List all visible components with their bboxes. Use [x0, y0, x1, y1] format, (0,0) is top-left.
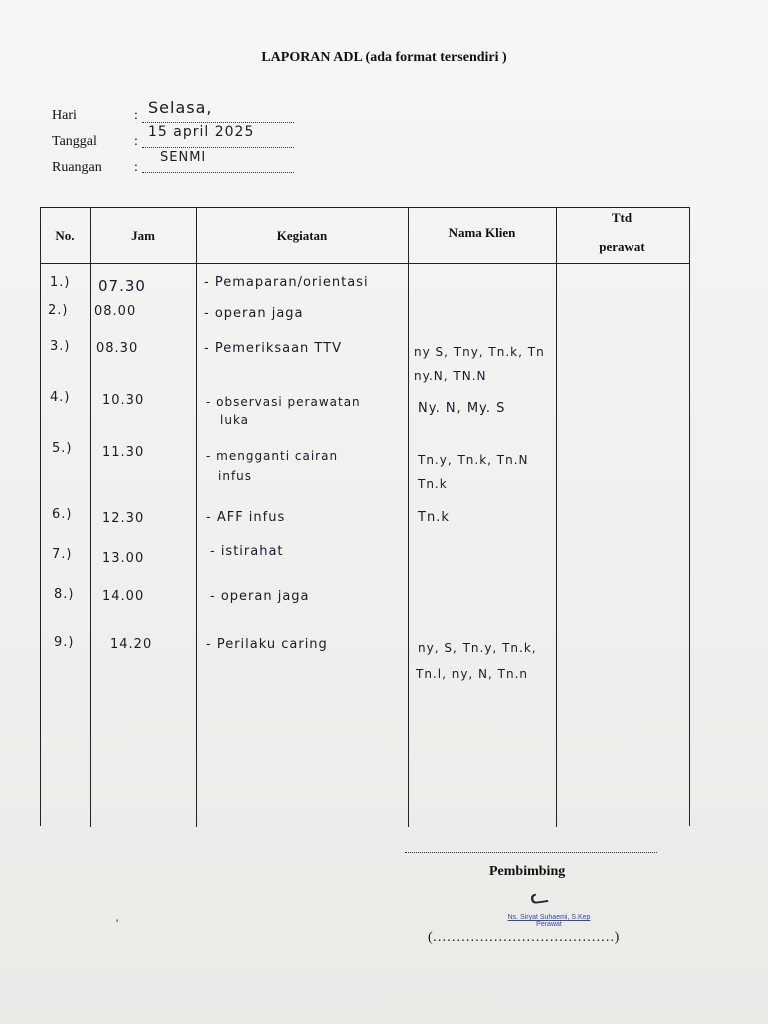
document-title: LAPORAN ADL (ada format tersendiri )	[261, 50, 507, 65]
cell-jam: 12.30	[102, 511, 145, 526]
cell-kegiatan: - Perilaku caring	[206, 637, 328, 652]
stamp-role: Perawat	[536, 921, 562, 928]
cell-jam: 14.20	[110, 637, 153, 652]
stamp-name: Ns. Siryat Suhaemi, S.Kep	[507, 914, 591, 921]
cell-jam: 08.00	[94, 304, 137, 319]
col-divider	[90, 207, 91, 827]
ruangan-value: SENMI	[160, 150, 207, 165]
ruangan-label: Ruangan	[52, 160, 102, 175]
tanggal-colon: :	[134, 134, 138, 149]
cell-no: 8.)	[54, 587, 75, 602]
header-jam: Jam	[131, 228, 155, 243]
header-kegiatan: Kegiatan	[276, 228, 328, 243]
header-divider	[40, 263, 690, 264]
adl-table	[40, 207, 690, 827]
tanggal-value: 15 april 2025	[148, 124, 255, 140]
hari-dots	[142, 122, 294, 123]
ruangan-dots	[142, 172, 294, 173]
signature-date-dots	[405, 852, 657, 853]
stamp	[487, 914, 611, 928]
header-ttd: Ttd	[611, 210, 633, 225]
cell-jam: 10.30	[102, 393, 145, 408]
ruangan-colon: :	[134, 160, 138, 175]
cell-no: 5.)	[52, 441, 73, 456]
header-no: No.	[55, 228, 75, 243]
cell-klien: Tn.y, Tn.k, Tn.N	[418, 453, 529, 467]
tanggal-label: Tanggal	[52, 134, 97, 149]
cell-kegiatan: - Pemaparan/orientasi	[204, 275, 369, 290]
cell-no: 2.)	[48, 303, 69, 318]
cell-klien: Ny. N, My. S	[418, 401, 506, 416]
cell-kegiatan: - operan jaga	[204, 306, 304, 321]
cell-jam: 13.00	[102, 551, 145, 566]
cell-kegiatan: - observasi perawatan	[206, 395, 361, 409]
cell-no: 4.)	[50, 390, 71, 405]
cell-kegiatan: - mengganti cairan	[206, 449, 339, 463]
cell-kegiatan: - operan jaga	[210, 589, 310, 604]
col-divider	[556, 207, 557, 827]
tanggal-dots	[142, 147, 294, 148]
cell-kegiatan: - Pemeriksaan TTV	[204, 341, 342, 356]
header-nama-klien: Nama Klien	[448, 225, 516, 240]
cell-kegiatan: luka	[220, 413, 250, 427]
cell-klien: ny, S, Tn.y, Tn.k,	[418, 641, 537, 655]
cell-jam: 07.30	[98, 277, 146, 295]
hari-label: Hari	[52, 108, 77, 123]
col-divider	[196, 207, 197, 827]
cell-no: 1.)	[50, 275, 71, 290]
cell-kegiatan: - AFF infus	[206, 510, 286, 525]
cell-no: 7.)	[52, 547, 73, 562]
pembimbing-label: Pembimbing	[489, 864, 566, 879]
cell-klien: ny.N, TN.N	[414, 369, 487, 383]
stray-mark: '	[116, 916, 119, 930]
cell-klien: Tn.k	[418, 510, 450, 525]
col-divider	[408, 207, 409, 827]
signature-mark: ᓚ	[528, 882, 551, 911]
hari-value: Selasa,	[148, 98, 213, 117]
cell-no: 9.)	[54, 635, 75, 650]
hari-colon: :	[134, 108, 138, 123]
cell-klien: Tn.k	[418, 477, 448, 491]
cell-klien: Tn.l, ny, N, Tn.n	[416, 667, 529, 681]
cell-kegiatan: infus	[218, 469, 253, 483]
cell-kegiatan: - istirahat	[210, 544, 284, 559]
signature-name-placeholder: (…………………………………)	[428, 930, 620, 945]
cell-jam: 14.00	[102, 589, 145, 604]
cell-jam: 11.30	[102, 445, 145, 460]
cell-no: 3.)	[50, 339, 71, 354]
cell-no: 6.)	[52, 507, 73, 522]
cell-jam: 08.30	[96, 341, 139, 356]
cell-klien: ny S, Tny, Tn.k, Tn	[414, 345, 545, 359]
header-perawat: perawat	[599, 239, 645, 254]
